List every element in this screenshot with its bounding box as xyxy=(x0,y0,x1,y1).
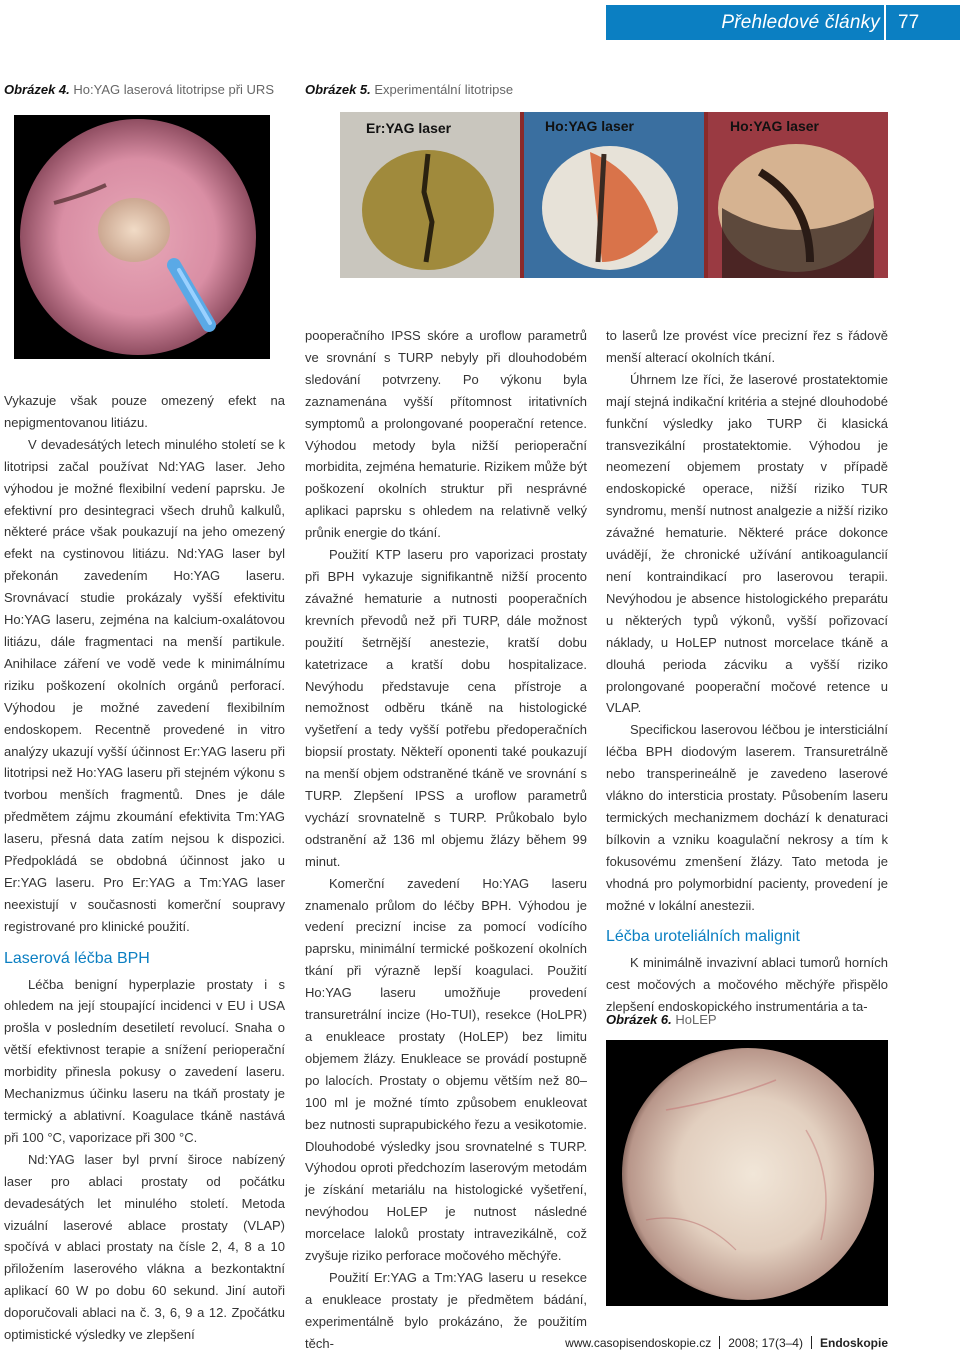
col2-paragraph: Použití KTP laseru pro vaporizaci prostaty při BPH vykazuje signifikantně nižší procento závažné hematurie a nutnosti pooperačních krevních převodů než při TURP, dále možnost použití šetrnější anestezie, kratší dobu katetrizace a kratší dobu hospitalizace. Nevýhodu představuje cena přístroje a nemožnost odběru tkáně na histologické vyšetření a tedy vyšší potřebu předoperačních biopsií prostaty. Někteří oponenti také poukazují na menší objem odstraněné tkáně ve srovnání s TURP. Zlepšení IPSS a uroflow parametrů vychází srovnatelně s TURP. Průkobalo bylo odstranění až 136 ml objemu žlázy během 99 minut. xyxy=(305,547,587,869)
figure-6-title: HoLEP xyxy=(675,1012,717,1027)
footer-divider xyxy=(719,1336,720,1349)
figure-6-label: Obrázek 6. xyxy=(606,1012,672,1027)
section-header xyxy=(606,5,960,40)
column-1 xyxy=(4,390,285,1346)
figure-4-caption xyxy=(4,82,274,97)
figure-4-image xyxy=(14,115,270,359)
col3-paragraph: Úhrnem lze říci, že laserové prostatektomie mají stejná indikační kritéria a stejné dlouhodobé funkční výsledky jako TURP či klasická transvezikální prostatektomie. Výhodou je neomezení objemem prostaty v případě endoskopické operace, nižší riziko TUR syndromu, menší nutnost analgezie a nižší riziko závažné hematurie. Některé práce dokonce uvádějí, že chronické užívání antikoagulancií není kontraindikací pro laserovou terapii. Nevýhodou je absence histologického preparátu u některých typů výkonů, vyšší pořizovací náklady, u HoLEP nutnost morcelace tkáně a dlouhá perioda zácviku a vyšší riziko prolongované pooperační močové retence u VLAP. xyxy=(606,371,888,716)
panel-label-ho-yag-2: Ho:YAG laser xyxy=(730,118,819,134)
col2-paragraph: pooperačního IPSS skóre a uroflow parametrů ve srovnání s TURP nebyly při dlouhodobém sledování potvrzeny. Po výkonu byla zaznamenána vyšší přítomnost iritativních symptomů a prolongované pooperační retence. Výhodou metody byla nižší perioperační morbidita, zejména hematurie. Rizikem může být poškození okolních struktur při nesprávné aplikaci paprsku s ohledem na relativně velký průnik energie do tkání. xyxy=(305,328,587,541)
ureteroscopy-image xyxy=(14,115,270,359)
figure-5-image xyxy=(340,112,888,278)
col1-paragraph: Nd:YAG laser byl první široce nabízený laser pro ablaci prostaty od počátku devadesátých let minulého století. Metoda vizuální laserové ablace prostaty (VLAP) spočívá v ablaci prostaty na čísle 2, 4, 8 a 10 přiložením laserového vlákna a bezkontaktní aplikací 60 W po dobu 60 sekund. Jiní autoři doporučovali ablaci na č. 3, 6, 9 a 12. Zpočátku optimistické výsledky ve zlepšení xyxy=(4,1151,285,1343)
section-heading-urothelial: Léčba uroteliálních malignit xyxy=(606,928,800,946)
figure-5-title: Experimentální litotripse xyxy=(374,82,514,97)
section-title: Přehledové články xyxy=(721,12,880,33)
col1-paragraph: Léčba benigní hyperplazie prostaty i s ohledem na její stoupající incidenci v EU i USA prošla v posledním desetiletí revolucí. Snaha o větší efektivnost terapie a snížení perioperační morbidity přinesla pokusy o zavedení laseru. Mechanizmus účinku laseru na tkáň prostaty je termický a ablativní. Koagulace tkáně nastává při 100 °C, vaporizace při 300 °C. xyxy=(4,976,285,1145)
col1-paragraph: Vykazuje však pouze omezený efekt na nepigmentovanou litiázu. xyxy=(4,393,285,430)
col2-paragraph: Použití Er:YAG a Tm:YAG laseru u resekce a enukleace prostaty je předmětem bádání, experimentálně bylo prokázáno, že použitím těch- xyxy=(305,1269,587,1351)
figure-6-caption xyxy=(606,1012,717,1027)
holep-endoscopy-image xyxy=(606,1040,888,1306)
panel-label-er-yag: Er:YAG laser xyxy=(366,120,452,136)
figure-5-caption xyxy=(305,82,513,97)
footer-issue: 2008; 17(3–4) xyxy=(728,1336,803,1350)
col3-paragraph: Specifickou laserovou léčbou je intersticiální léčba BPH diodovým laserem. Transuretrálně nebo transperineálně je zavedeno laserové vlákno do intersticia prostaty. Působením laseru termických mechanizmem dochází k denaturaci bílkovin a vzniku koagulační nekrosy a tím k fokusovému zmenšení žlázy. Tato metoda je vhodná pro polymorbidní pacienty, provedení je možné v lokální anestezii. xyxy=(606,722,888,913)
figure-6-image xyxy=(606,1040,888,1306)
panel-label-ho-yag-1: Ho:YAG laser xyxy=(545,118,634,134)
header-divider xyxy=(884,5,886,40)
col2-paragraph: Komerční zavedení Ho:YAG laseru znamenalo průlom do léčby BPH. Výhodou je vedení precizní incise za pomocí vodícího paprsku, minimální termické poškození okolních tkání při výrazně lepší koagulaci. Použití Ho:YAG laseru umožňuje provedení transuretrální incize (Ho-TUI), resekce (HoLPR) a enukleace prostaty (HoLEP) bez limitu objemem žlázy. Enukleace se provádí postupně po lalocích. Prostaty o objemu větším než 80–100 ml je možné tímto způsobem enukleovat bez nutnosti suprapubického řezu a vesikotomie. Dlouhodobé výsledky jsou srovnatelné s TURP. Výhodou oproti předchozím laserovým metodám je získání metariálu na histologické vyšetření, nevýhodou HoLEP je nutnost následné morcelace laloků prostaty intravezikálně, což zvyšuje riziko perforace močového měchýře. xyxy=(305,875,587,1264)
experimental-lithotripsy-panels xyxy=(340,112,888,278)
page-number: 77 xyxy=(898,12,920,33)
col3-paragraph: to laserů lze provést více precizní řez s řádově menší alterací okolních tkání. xyxy=(606,328,888,365)
section-heading-bph: Laserová léčba BPH xyxy=(4,949,150,967)
col3-paragraph: K minimálně invazivní ablaci tumorů horních cest močových a močového měchýře přispělo zlepšení endoskopického instrumentária a ta- xyxy=(606,955,888,1015)
col1-paragraph: V devadesátých letech minulého století se k litotripsi začal používat Nd:YAG laser. Jeho výhodou je možné flexibilní vedení paprsku. Je efektivní pro desintegraci všech druhů kalkulů, některé práce však poukazují na jeho omezený efekt na cystinovou litiázu. Nd:YAG laser byl překonán zavedením Ho:YAG laseru. Srovnávací studie prokázaly vyšší efektivitu Ho:YAG laseru, zejména na kalcium-oxalátovou litiázu, dále fragmentaci na menší partikule. Anihilace záření ve vodě vede k minimálnímu riziku poškození okolních orgánů perforací. Výhodou je možné zavedení flexibilním endoskopem. Recentně provedené in vitro analýzy ukazují vyšší účinnost Er:YAG laseru při litotripsi než Ho:YAG laseru při stejném výkonu s tvorbou menších fragmentů. Dnes je dále předmětem zájmu zkoumání efektivita Tm:YAG laseru, přesná data zatím nejsou k dispozici. Předpokládá se obdobná účinnost jako u Er:YAG laseru. Pro Er:YAG a Tm:YAG laser neexistují v současnosti komerční soupravy registrované pro klinické použití. xyxy=(4,436,285,934)
figure-4-title: Ho:YAG laserová litotripse při URS xyxy=(73,82,274,97)
figure-5-label: Obrázek 5. xyxy=(305,82,371,97)
column-2 xyxy=(305,325,587,1355)
footer-journal: Endoskopie xyxy=(819,1336,888,1350)
page-footer xyxy=(500,1336,888,1350)
footer-divider xyxy=(811,1336,812,1349)
footer-website: www.casopisendoskopie.cz xyxy=(565,1336,712,1350)
column-3 xyxy=(606,325,888,1018)
figure-4-label: Obrázek 4. xyxy=(4,82,70,97)
